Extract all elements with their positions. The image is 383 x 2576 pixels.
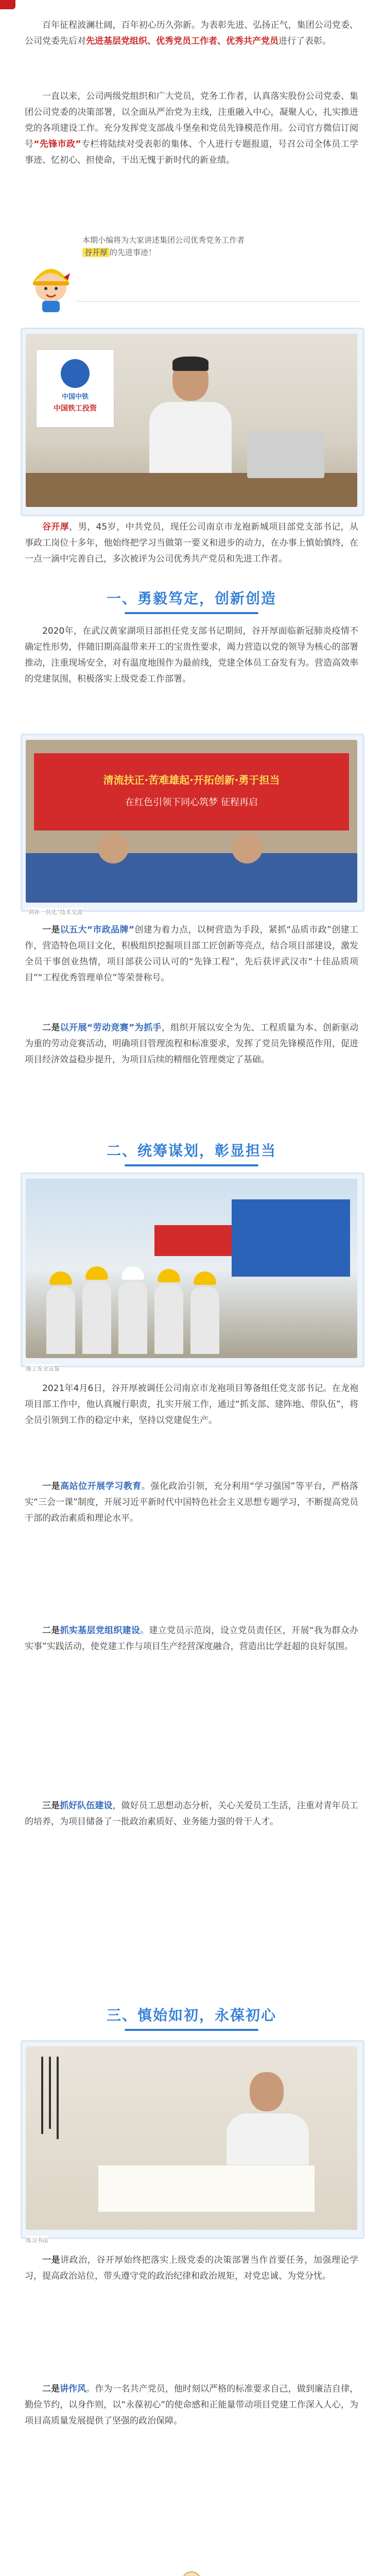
- company-sign: 中国中铁 中国铁工投资: [36, 349, 114, 428]
- calligraphy-paper: [98, 2165, 315, 2212]
- section-3-caption: 练习书法: [26, 2237, 48, 2244]
- meeting-table: [26, 853, 357, 903]
- section-3-paragraph-2: 二是讲作风。作为一名共产党员，他时刻以严格的标准要求自己，做到廉洁自律，勤俭节约，以身作则，以“永葆初心”的使命感和正能量带动项目党建工作深入人心，为项目高质量发展提供了坚强的政治保障。: [25, 2384, 359, 2426]
- section-1-paragraph-3: 二是以开展“劳动竞赛”为抓手，组织开展以安全为先、工程质量为本、创新驱动为重的劳动竞赛活动，明确项目管理流程和标准要求，发挥了党员先锋模范作用，促进项目经济效益稳步提升，为项目后续的精细化管理奠定了基础。: [25, 1023, 358, 1065]
- mascot-illustration: [23, 258, 79, 314]
- section-3-paragraph-1: 一是讲政治，谷开厚始终把落实上级党委的决策部署当作首要任务，加强理论学习，提高政治站位，带头遵守党的政治纪律和政治规矩，对党忠诚、为党分忧。: [25, 2255, 359, 2281]
- section-1-heading: 一、勇毅笃定，创新创造: [0, 587, 383, 614]
- attendee-2: [232, 833, 263, 863]
- speech-bubble: 本期小编将为大家讲述集团公司优秀党务工作者 谷开厚 的先进事迹！: [77, 231, 324, 265]
- bubble-line-1: 本期小编将为大家讲述集团公司优秀党务工作者: [82, 235, 245, 245]
- section-3-heading: 三、慎始如初，永葆初心: [0, 2004, 383, 2031]
- section-3-photo: [26, 2046, 357, 2230]
- emblem-icon: [181, 2571, 202, 2576]
- flag: [154, 1225, 232, 1256]
- section-1-paragraph-2: 一是以五大“市政品牌”创建为着力点，以树营造为手段，紧抓“品质市政”创建工作，营造特色项目文化，积极组织挖掘项目部工匠创新等亮点，结合项目部建设，激发全员干事创业热情，项目部获公司认可的“先锋工程”，先后获评武汉市“十佳品质项目”“工程优秀管理单位”等荣誉称号。: [25, 925, 358, 983]
- intro-paragraph-2: 一直以来，公司两级党组织和广大党员，党务工作者，认真落实股份公司党委、集团公司党委的决策部署，以全面从严治党为主线，注重融入中心，凝聚人心，扎实推进党的各项建设工作。充分发挥党支部战斗堡垒和党员先锋模范作用。公司官方微信订阅号“先锋市政”专栏将陆续对受表彰的集体、个人进行专题报道，号召公司全体员工学事迹、忆初心、担使命，干出无愧于新时代的新业绩。: [25, 91, 359, 165]
- profile-photo: [26, 334, 357, 507]
- site-billboard: [232, 1199, 350, 1277]
- laptop: [247, 432, 324, 478]
- calligraphy-brushes: [36, 2057, 67, 2149]
- section-1-photo: [26, 740, 357, 903]
- worker-group: [46, 1266, 221, 1354]
- bubble-highlight: 谷开厚: [82, 248, 110, 257]
- section-2-heading: 二、统筹谋划，彰显担当: [0, 1140, 383, 1166]
- section-2-paragraph-2: 一是高站位开展学习教育。强化政治引领，充分利用“学习强国”等平台，严格落实“三会一课”制度，开展习近平新时代中国特色社会主义思想专题学习，不断提高党员干部的政治素质和理论水平。: [25, 1481, 359, 1523]
- stage-banner: 清流扶正·苦难雄起·开拓创新·勇于担当 在红色引领下同心筑梦 征程再启: [34, 753, 349, 831]
- section-2-caption: 施工安全宣誓: [26, 1365, 60, 1372]
- section-1-caption: “两补一扶化”技术交流: [26, 909, 83, 916]
- section-2-paragraph-1: 2021年4月6日，谷开厚被调任公司南京市龙袍项目筹备组任党支部书记。在龙袍项目部工作中，他认真履行职责，扎实开展工作，通过“抓支部、建阵地、带队伍”，将全员引领到工作的稳定中来，坚持以党建促生产。: [25, 1383, 358, 1426]
- section-2-photo: [26, 1179, 357, 1358]
- section-2-paragraph-3: 二是抓实基层党组织建设。建立党员示范岗，设立党员责任区，开展“我为群众办实事”实践活动，使党建工作与项目生产经营深度融合，营造出比学赶超的良好氛围。: [25, 1625, 359, 1652]
- intro-paragraph-1: 百年征程波澜壮阔，百年初心历久弥新。为表彰先进、弘扬正气，集团公司党委、公司党委先后对先进基层党组织、优秀党员工作者、优秀共产党员进行了表彰。: [25, 20, 358, 46]
- section-1-paragraph-1: 2020年，在武汉黄家湖项目部担任党支部书记期间，谷开厚面临新冠肺炎疫情不确定性形势，伴随旧期高温带来开工的宝贵性要求，竭力营造以党的领导为核心的部署推动，注重现场安全，对有温度地围作为最前线，党建全体员工奋发有为。营造高效率的党建氛围，积极落实上级党委工作部署。: [25, 626, 358, 684]
- attendee-1: [98, 833, 129, 863]
- section-2-paragraph-4: 三是抓好队伍建设，做好员工思想动态分析，关心关爱员工生活，注重对青年员工的培养，为项目储备了一批政治素质好、业务能力强的骨干人才。: [25, 1801, 359, 1827]
- profile-paragraph: 谷开厚，男，45岁，中共党员，现任公司南京市龙袍新城项目部党支部书记，从事政工岗位十多年，他始终把学习当做第一要义和进步的动力，在办事上慎始慎终，在一点一滴中完善自己，多次被评为公司优秀共产党员和先进工作者。: [25, 522, 359, 564]
- person-figure: [144, 354, 237, 488]
- dotted-line: [77, 301, 360, 302]
- decorative-corner: [0, 0, 15, 9]
